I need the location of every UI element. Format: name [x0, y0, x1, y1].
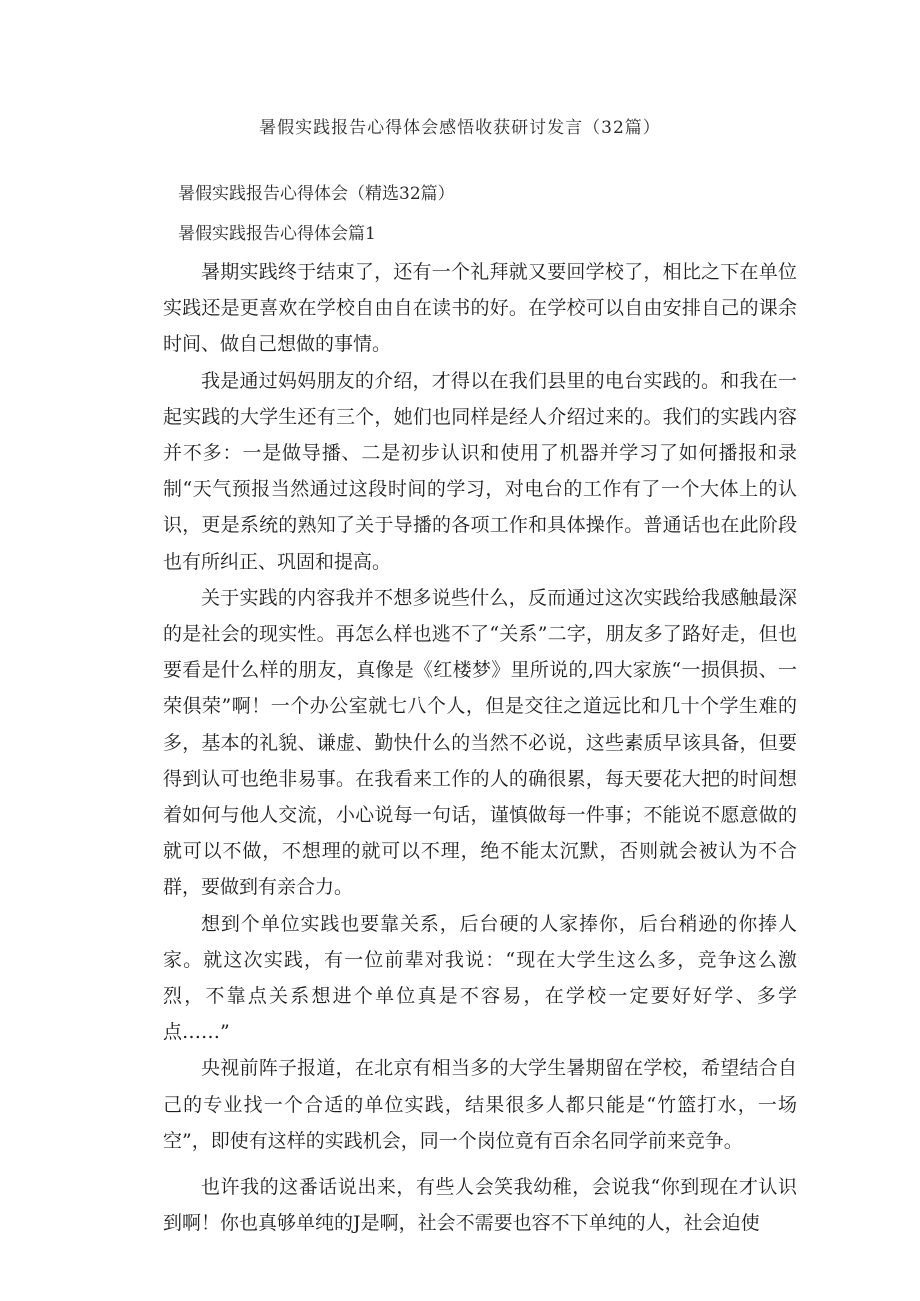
paragraph: 也许我的这番话说出来，有些人会笑我幼稚，会说我“你到现在才认识到啊！你也真够单纯的J是啊，社会不需要也容不下单纯的人，社会迫使 [163, 1176, 797, 1235]
body-text [163, 254, 797, 1241]
document-title: 暑假实践报告心得体会感悟收获研讨发言（32篇） [259, 118, 661, 138]
paragraph: 暑期实践终于结束了，还有一个礼拜就又要回学校了，相比之下在单位实践还是更喜欢在学校自由自在读书的好。在学校可以自由安排自己的课余时间、做自己想做的事情。 [163, 261, 797, 356]
section-heading: 暑假实践报告心得体会篇1 [178, 224, 376, 244]
paragraph: 央视前阵子报道，在北京有相当多的大学生暑期留在学校，希望结合自己的专业找一个合适的单位实践，结果很多人都只能是“竹篮打水，一场空”，即使有这样的实践机会，同一个岗位竟有百余名同学前来竞争。 [163, 1057, 797, 1152]
document-subtitle: 暑假实践报告心得体会（精选32篇） [178, 184, 455, 204]
paragraph: 我是通过妈妈朋友的介绍，才得以在我们县里的电台实践的。和我在一起实践的大学生还有三个，她们也同样是经人介绍过来的。我们的实践内容并不多：一是做导播、二是初步认识和使用了机器并学习了如何播报和录制“天气预报当然通过这段时间的学习，对电台的工作有了一个大体上的认识，更是系统的熟知了关于导播的各项工作和具体操作。普通话也在此阶段也有所纠正、巩固和提高。 [163, 369, 797, 573]
paragraph: 关于实践的内容我并不想多说些什么，反而通过这次实践给我感触最深的是社会的现实性。再怎么样也逃不了“关系”二字，朋友多了路好走，但也要看是什么样的朋友，真像是《红楼梦》里所说的,四大家族“一损俱损、一荣俱荣”啊！一个办公室就七八个人，但是交往之道远比和几十个学生难的多，基本的礼貌、谦虚、勤快什么的当然不必说，这些素质早该具备，但要得到认可也绝非易事。在我看来工作的人的确很累，每天要花大把的时间想着如何与他人交流，小心说每一句话，谨慎做每一件事；不能说不愿意做的就可以不做，不想理的就可以不理，绝不能太沉默，否则就会被认为不合群，要做到有亲合力。 [163, 586, 797, 899]
paragraph: 想到个单位实践也要靠关系，后台硬的人家捧你，后台稍逊的你捧人家。就这次实践，有一位前辈对我说：“现在大学生这么多，竞争这么激烈，不靠点关系想进个单位真是不容易，在学校一定要好好学、多学点……” [163, 912, 797, 1044]
